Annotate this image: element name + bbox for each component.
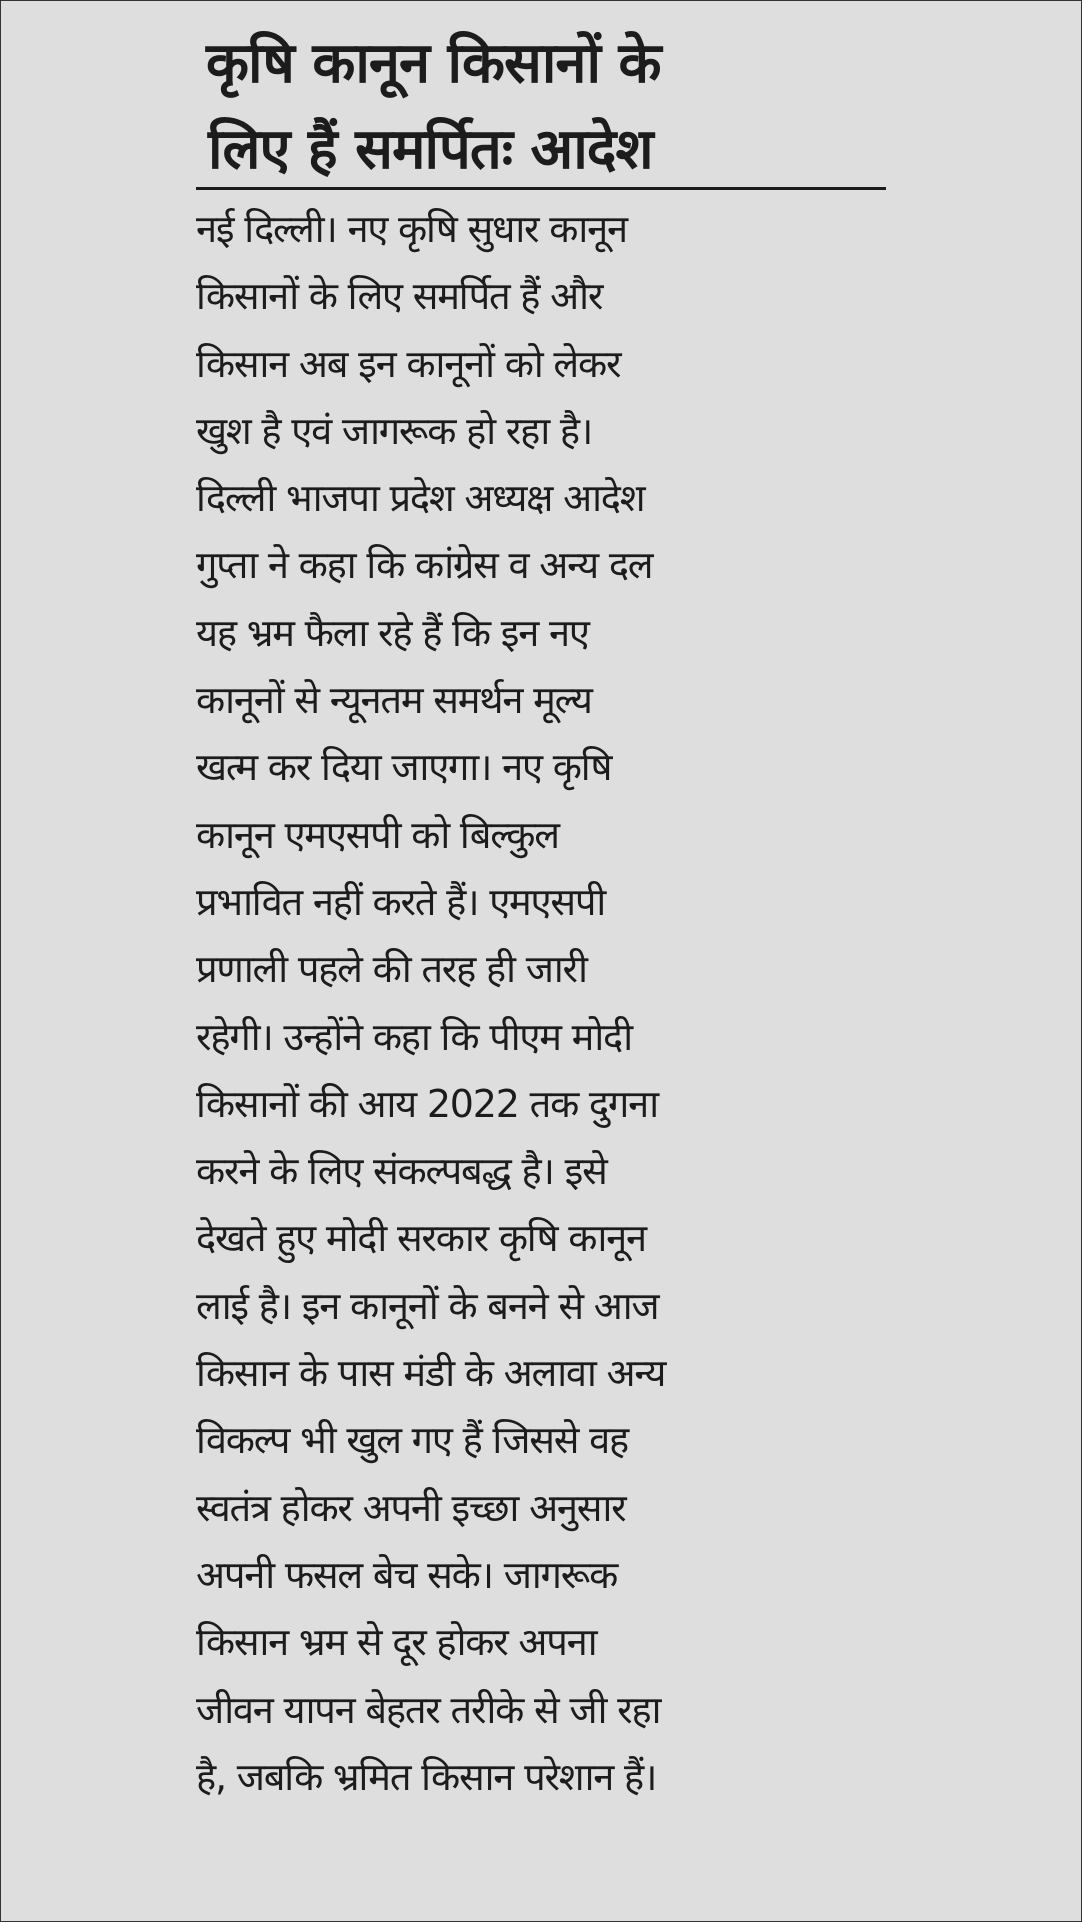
body-line: यह भ्रम फैला रहे हैं कि इन नए: [196, 610, 589, 655]
headline-line-2: लिए हैं समर्पितः आदेश: [208, 117, 653, 182]
body-line: प्रभावित नहीं करते हैं। एमएसपी: [196, 879, 606, 924]
body-line: प्रणाली पहले की तरह ही जारी: [196, 947, 587, 992]
body-line: कानूनों से न्यूनतम समर्थन मूल्य: [196, 678, 592, 723]
body-line: गुप्ता ने कहा कि कांग्रेस व अन्य दल: [196, 543, 653, 588]
body-line: किसान के पास मंडी के अलावा अन्य: [196, 1351, 666, 1396]
headline-line-1: कृषि कानून किसानों के: [206, 31, 661, 96]
body-line: दिल्ली भाजपा प्रदेश अध्यक्ष आदेश: [196, 476, 645, 521]
body-line: किसान भ्रम से दूर होकर अपना: [196, 1620, 597, 1665]
article-body: [196, 196, 886, 1811]
body-line: खुश है एवं जागरूक हो रहा है।: [196, 408, 593, 453]
news-article: [196, 21, 886, 1811]
body-line: देखते हुए मोदी सरकार कृषि कानून: [196, 1216, 646, 1261]
body-line: किसान अब इन कानूनों को लेकर: [196, 341, 621, 386]
body-line: खत्म कर दिया जाएगा। नए कृषि: [196, 745, 612, 790]
body-line: कानून एमएसपी को बिल्कुल: [196, 812, 559, 857]
body-line: करने के लिए संकल्पबद्ध है। इसे: [196, 1149, 607, 1194]
body-line: किसानों की आय 2022 तक दुगना: [196, 1081, 658, 1126]
body-line: किसानों के लिए समर्पित हैं और: [196, 274, 603, 319]
body-line: जीवन यापन बेहतर तरीके से जी रहा: [196, 1687, 661, 1732]
article-headline: [196, 21, 886, 193]
body-line: अपनी फसल बेच सके। जागरूक: [196, 1552, 618, 1597]
body-line: स्वतंत्र होकर अपनी इच्छा अनुसार: [196, 1485, 626, 1530]
body-line: रहेगी। उन्होंने कहा कि पीएम मोदी: [196, 1014, 632, 1059]
body-line: विकल्प भी खुल गए हैं जिससे वह: [196, 1418, 629, 1463]
body-line: नई दिल्ली। नए कृषि सुधार कानून: [196, 207, 627, 251]
body-line: है, जबकि भ्रमित किसान परेशान हैं।: [196, 1754, 657, 1799]
body-line: लाई है। इन कानूनों के बनने से आज: [196, 1283, 659, 1328]
